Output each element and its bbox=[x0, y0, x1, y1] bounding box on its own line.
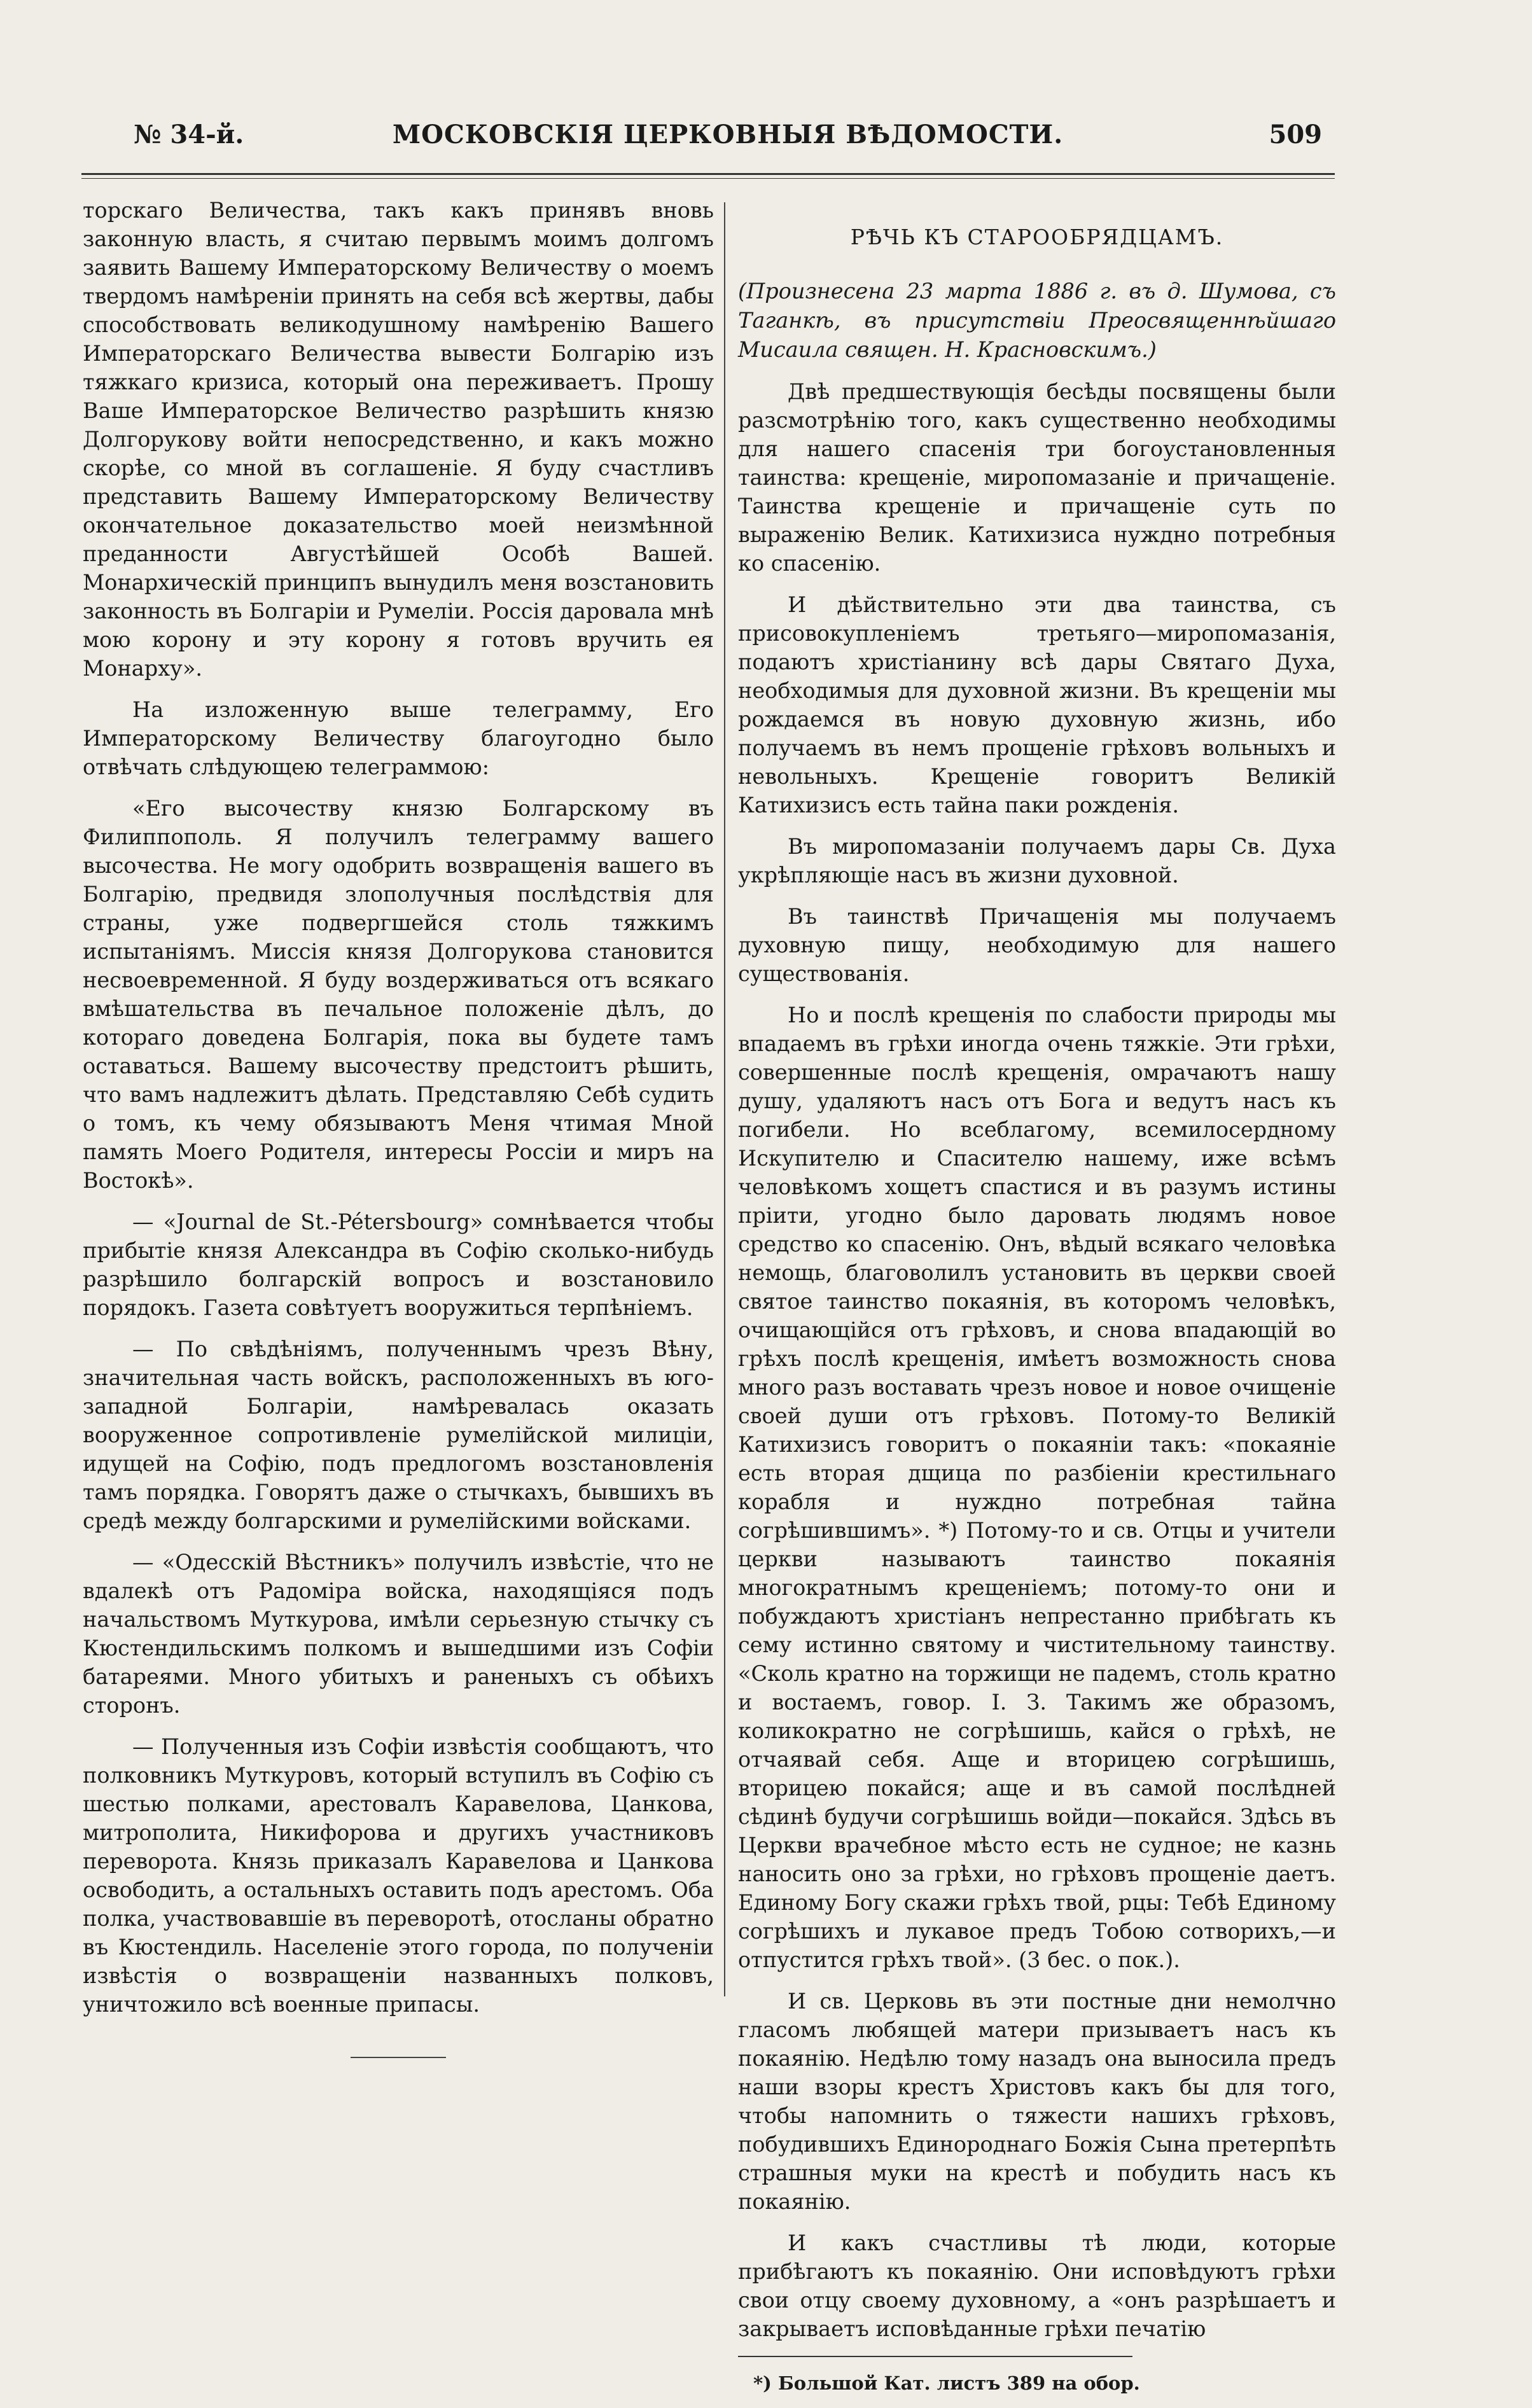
issue-number: № 34-й. bbox=[134, 120, 244, 150]
right-column bbox=[738, 196, 1336, 2408]
paragraph: Въ таинствѣ Причащенія мы получаемъ духовную пищу, необходимую для нашего существованія. bbox=[738, 904, 1336, 986]
column-divider bbox=[724, 202, 725, 1996]
footnote-rule bbox=[738, 2356, 1132, 2357]
header-rule-thin bbox=[81, 178, 1335, 179]
paragraph: На изложенную выше телеграмму, Его Императорскому Величеству благоугодно было отвѣчать слѣдующею телеграммою: bbox=[83, 697, 714, 779]
paragraph: И дѣйствительно эти два таинства, съ присовокупленіемъ третьяго—миропомазанія, подаютъ христіанину всѣ дары Святаго Духа, необходимыя для духовной жизни. Въ крещеніи мы рождаемся въ новую духовную жизнь, ибо получаемъ въ немъ прощеніе грѣховъ вольныхъ и невольныхъ. Крещеніе говоритъ Великій Катихизисъ есть тайна паки рожденія. bbox=[738, 592, 1336, 818]
header-rule bbox=[81, 173, 1335, 175]
footnote: *) Большой Кат. листъ 389 на обор. bbox=[753, 2372, 1140, 2394]
article-title: РѢЧЬ КЪ СТАРООБРЯДЦАМЪ. bbox=[850, 225, 1224, 249]
paragraph: Двѣ предшествующія бесѣды посвящены были разсмотрѣнію того, какъ существенно необходимы для нашего спасенія три богоустановленныя таинства: крещеніе, миропомазаніе и причащеніе. Таинства крещеніе и причащеніе суть по выраженію Велик. Катихизиса нуждно потребныя ко спасенію. bbox=[738, 379, 1336, 576]
paragraph: — «Одесскій Вѣстникъ» получилъ извѣстіе, что не вдалекѣ отъ Радоміра войска, находящіяся подъ начальствомъ Муткурова, имѣли серьезную стычку съ Кюстендильскимъ полкомъ и вышедшими изъ Софіи батареями. Много убитыхъ и раненыхъ съ обѣихъ сторонъ. bbox=[83, 1550, 714, 1718]
running-head bbox=[134, 115, 1322, 159]
paragraph: «Его высочеству князю Болгарскому въ Филиппополь. Я получилъ телеграмму вашего высочества. Не могу одобрить возвращенія вашего въ Болгарію, предвидя злополучныя послѣдствія для страны, уже подвергшейся столь тяжкимъ испытаніямъ. Миссія князя Долгорукова становится несвоевременной. Я буду воздерживаться отъ всякаго вмѣшательства въ печальное положеніе дѣлъ, до котораго доведена Болгарія, пока вы будете тамъ оставаться. Вашему высочеству предстоитъ рѣшить, что вамъ надлежитъ дѣлать. Представляю Себѣ судить о томъ, къ чему обязываютъ Меня чтимая Мной память Моего Родителя, интересы Россіи и миръ на Востокѣ». bbox=[83, 796, 714, 1193]
left-column bbox=[83, 196, 714, 2058]
paragraph: — «Journal de St.-Pétersbourg» сомнѣвается чтобы прибытіе князя Александра въ Софію сколько-нибудь разрѣшило болгарскій вопросъ и возстановило порядокъ. Газета совѣтуетъ вооружиться терпѣніемъ. bbox=[83, 1209, 714, 1320]
paragraph: И какъ счастливы тѣ люди, которые прибѣгаютъ къ покаянію. Они исповѣдуютъ грѣхи свои отцу своему духовному, а «онъ разрѣшаетъ и закрываетъ исповѣданные грѣхи печатію bbox=[738, 2231, 1336, 2341]
paragraph: Въ миропомазаніи получаемъ дары Св. Духа укрѣпляющіе насъ въ жизни духовной. bbox=[738, 834, 1336, 887]
journal-title: МОСКОВСКІЯ ЦЕРКОВНЫЯ ВѢДОМОСТИ. bbox=[392, 120, 1064, 150]
paragraph: торскаго Величества, такъ какъ принявъ вновь законную власть, я считаю первымъ моимъ долгомъ заявить Вашему Императорскому Величеству о моемъ твердомъ намѣреніи принять на себя всѣ жертвы, дабы способствовать великодушному намѣренію Вашего Императорскаго Величества вывести Болгарію изъ тяжкаго кризиса, который она переживаетъ. Прошу Ваше Императорское Величество разрѣшить князю Долгорукову войти непосредственно, и какъ можно скорѣе, со мной въ соглашеніе. Я буду счастливъ представить Вашему Императорскому Величеству окончательное доказательство моей неизмѣнной преданности Августѣйшей Особѣ Вашей. Монархическій принципъ вынудилъ меня возстановить законность въ Болгаріи и Румеліи. Россія даровала мнѣ мою корону и эту корону я готовъ вручить ея Монарху». bbox=[83, 198, 714, 681]
paragraph: — Полученныя изъ Софіи извѣстія сообщаютъ, что полковникъ Муткуровъ, который вступилъ въ Софію съ шестью полками, арестовалъ Каравелова, Цанкова, митрополита, Никифорова и другихъ участниковъ переворота. Князь приказалъ Каравелова и Цанкова освободить, а остальныхъ оставить подъ арестомъ. Оба полка, участвовавшіе въ переворотѣ, отосланы обратно въ Кюстендиль. Населеніе этого города, по полученіи извѣстія о возвращеніи названныхъ полковъ, уничтожило всѣ военные припасы. bbox=[83, 1734, 714, 2017]
paragraph: И св. Церковь въ эти постные дни немолчно гласомъ любящей матери призываетъ насъ къ покаянію. Недѣлю тому назадъ она выносила предъ наши взоры крестъ Христовъ какъ бы для того, чтобы напомнить о тяжести нашихъ грѣховъ, побудившихъ Единороднаго Божія Сына претерпѣть страшныя муки на крестѣ и побудить насъ къ покаянію. bbox=[738, 1989, 1336, 2214]
paragraph: Но и послѣ крещенія по слабости природы мы впадаемъ въ грѣхи иногда очень тяжкіе. Эти грѣхи, совершенные послѣ крещенія, омрачаютъ нашу душу, удаляютъ насъ отъ Бога и ведутъ насъ къ погибели. Но всеблагому, всемилосердному Искупителю и Спасителю нашему, иже всѣмъ человѣкомъ хощетъ спастися и въ разумъ истины пріити, угодно было даровать людямъ новое средство ко спасенію. Онъ, вѣдый всякаго человѣка немощь, благоволилъ установить въ церкви своей святое таинство покаянія, въ которомъ человѣкъ, очищающійся отъ грѣховъ, и снова впадающій во грѣхъ послѣ крещенія, имѣетъ возможность снова много разъ воставать чрезъ новое и новое очищеніе своей души отъ грѣховъ. Потому-то Великій Катихизисъ говоритъ о покаяніи такъ: «покаяніе есть вторая дщица по разбіеніи крестильнаго корабля и нуждно потребная тайна согрѣшившимъ». *) Потому-то и св. Отцы и учители церкви называютъ таинство покаянія многократнымъ крещеніемъ; потому-то они и побуждаютъ христіанъ непрестанно прибѣгать къ сему истинно святому и чистительному таинству. «Сколь кратно на торжищи не падемъ, столь кратно и востаемъ, говор. І. З. Такимъ же образомъ, коликократно не согрѣшишь, кайся о грѣхѣ, не отчаявай себя. Аще и вторицею согрѣшишь, вторицею покайся; аще и въ самой послѣдней сѣдинѣ будучи согрѣшишь войди—покайся. Здѣсь въ Церкви врачебное мѣсто есть не судное; не казнь наносить оно за грѣхи, но грѣховъ прощеніе даетъ. Единому Богу скажи грѣхъ твой, рцы: Тебѣ Единому согрѣшихъ и лукавое предъ Тобою сотворихъ,—и отпустится грѣхъ твой». (3 бес. о пок.). bbox=[738, 1003, 1336, 1972]
paragraph: — По свѣдѣніямъ, полученнымъ чрезъ Вѣну, значительная часть войскъ, расположенныхъ въ юго-западной Болгаріи, намѣревалась оказать вооруженное сопротивленіе румелійской милиціи, идущей на Софію, подъ предлогомъ возстановленія тамъ порядка. Говорятъ даже о стычкахъ, бывшихъ въ средѣ между болгарскими и румелійскими войсками. bbox=[83, 1337, 714, 1533]
article-subtitle: (Произнесена 23 марта 1886 г. въ д. Шумова, съ Таганкѣ, въ присутствіи Преосвященнѣйшаго Мисаила священ. Н. Красновскимъ.) bbox=[738, 279, 1336, 362]
section-separator bbox=[351, 2057, 446, 2058]
page-number: 509 bbox=[1269, 120, 1322, 150]
